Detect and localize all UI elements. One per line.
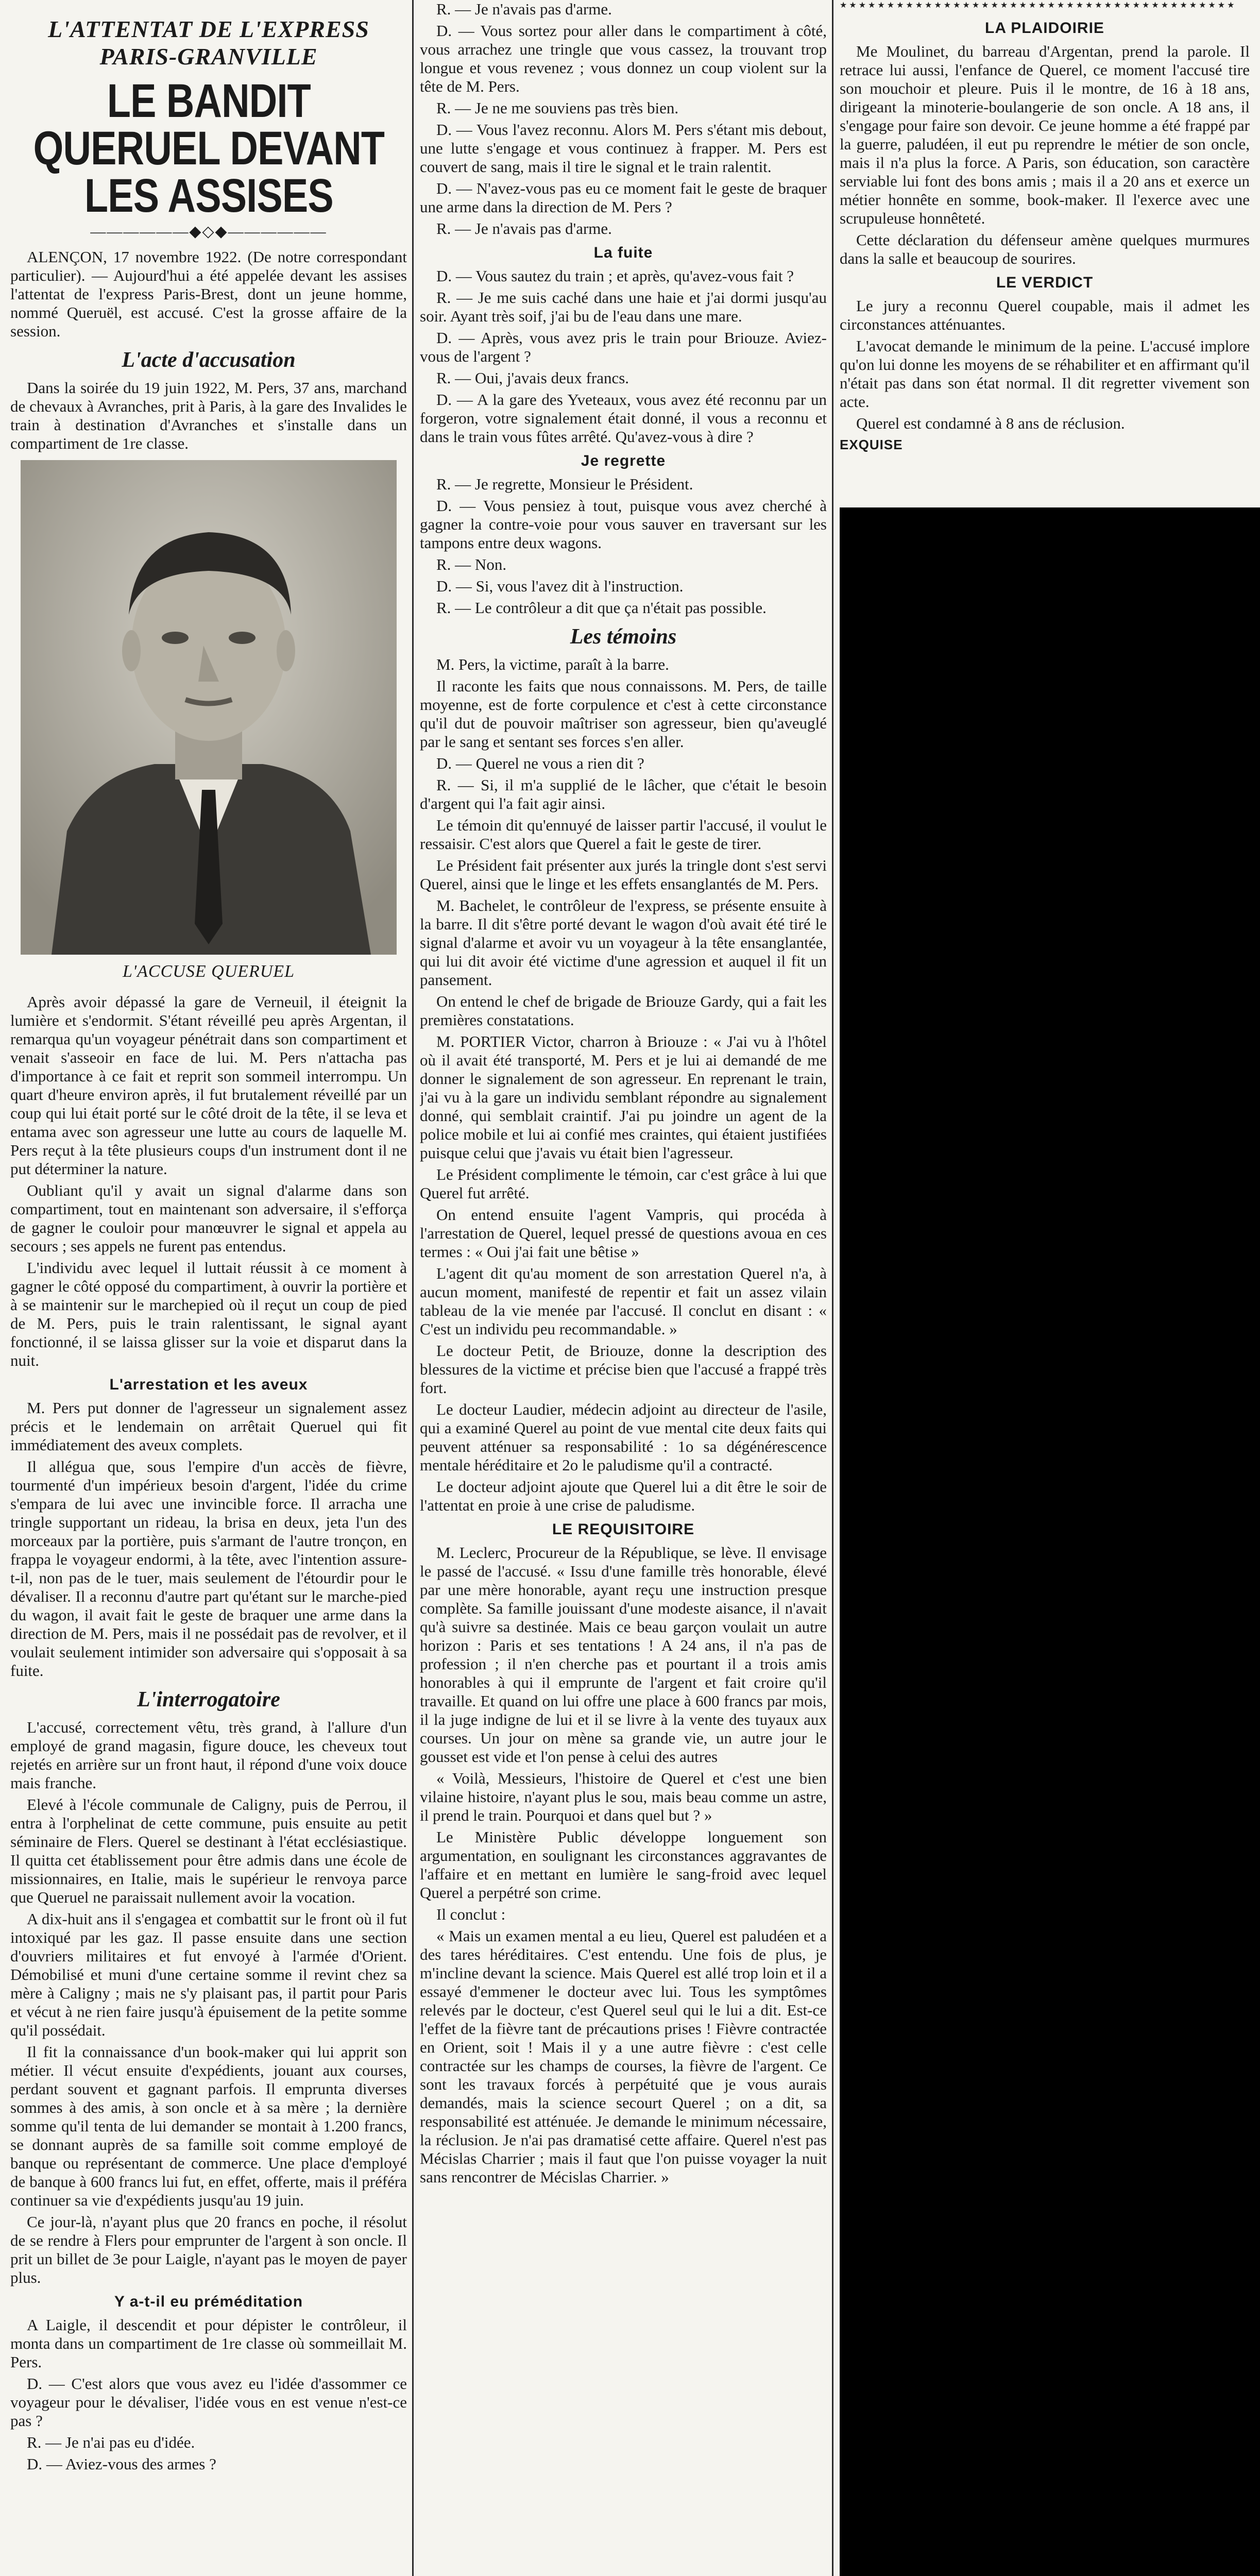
paragraph: Cette déclaration du défenseur amène quelques murmures dans la salle et beaucoup de sourires. [840, 231, 1250, 267]
paragraph: Le docteur Petit, de Briouze, donne la description des blessures de la victime et précise bien que l'accusé a frappé très fort. [420, 1342, 827, 1397]
paragraph: L'accusé, correctement vêtu, très grand, à l'allure d'un employé de grand magasin, figure douce, les cheveux tout rejetés en arrière sur un front haut, il répond d'une voix douce mais franche. [10, 1718, 407, 1792]
paragraph: A dix-huit ans il s'engagea et combattit sur le front où il fut intoxiqué par les gaz. Il passe ensuite dans une section d'ouvriers militaires et fut envoyé à l'armée d'Orient. Démobilisé et muni d'une certaine somme il revint chez sa mère à Caligny ; mais ne s'y plaisant pas, il partit pour Paris et vécut à ne rien faire jusqu'à épuisement de la petite somme qu'il possédait. [10, 1910, 407, 2039]
paragraph: Il raconte les faits que nous connaissons. M. Pers, de taille moyenne, est de forte corpulence et c'est à cette circonstance qu'il dut de pouvoir maîtriser son agresseur, bien qu'aveuglé par le sang et sentant ses forces s'en aller. [420, 677, 827, 751]
paragraph: Querel est condamné à 8 ans de réclusion. [856, 414, 1125, 432]
paragraph: Il allégua que, sous l'empire d'un accès de fièvre, tourmenté d'un impérieux besoin d'argent, l'idée du crime s'empara de lui avec une invincible force. Il arracha une tringle supportant un rideau, la brisa en deux, jeta l'un des morceaux par la portière, puis s'armant de l'autre tronçon, en frappa le voyageur endormi, à la tête, avec l'intention assure-t-il, non pas de le tuer, mais seulement de l'étourdir pour le dévaliser. Il a reconnu d'autre part qu'étant sur le marche-pied du wagon, il avait fait le geste de braquer une arme dans la direction de M. Pers, mais il ne possédait pas de revolver, et il voulait seulement intimider son adversaire qui s'opposait à sa fuite. [10, 1458, 407, 1680]
column-rule [832, 0, 833, 2576]
paragraph: R. — Le contrôleur a dit que ça n'était pas possible. [436, 599, 767, 617]
article-headline: LE BANDIT QUERUEL DEVANT LES ASSISES [33, 75, 385, 222]
paragraph: D. — Vous sortez pour aller dans le compartiment à côté, vous arrachez une tringle que vous cassez, la trouvant trop longue et vous revenez ; vous donnez un coup violent sur la tête de M. Pers. [420, 22, 827, 95]
paragraph: D. — A la gare des Yveteaux, vous avez été reconnu par un forgeron, votre signalement était donné, il vous a reconnu et dans le train vous fûtes arrêté. Qu'avez-vous à dire ? [420, 391, 827, 446]
section-heading: Les témoins [570, 625, 677, 649]
paragraph: D. — Querel ne vous a rien dit ? [436, 754, 644, 772]
paragraph: A Laigle, il descendit et pour dépister le contrôleur, il monta dans un compartiment de 1re classe où sommeillait M. Pers. [10, 2316, 407, 2371]
photo-caption: L'ACCUSE QUERUEL [122, 962, 295, 981]
accused-photo [21, 460, 397, 955]
ornament-divider: ——————◆◇◆—————— [90, 223, 327, 240]
paragraph: Le Président fait présenter aux jurés la tringle dont s'est servi Querel, ainsi que le linge et les effets ensanglantés de M. Pers. [420, 856, 827, 893]
paragraph: L'individu avec lequel il luttait réussit à ce moment à gagner le côté opposé du compartiment, à ouvrir la portière et à se maintenir sur le marchepied où il reçut un coup de pied de M. Pers, puis le train ralentissant, le signal ayant fonctionné, il se laissa glisser sur la voie et disparut dans la nuit. [10, 1259, 407, 1369]
paragraph: On entend le chef de brigade de Briouze Gardy, qui a fait les premières constatations. [420, 992, 827, 1029]
paragraph: Le Ministère Public développe longuement son argumentation, en soulignant les circonstances aggravantes de l'affaire et en mettant en lumière le sang-froid avec lequel Querel a perpétré son crime. [420, 1828, 827, 1902]
section-heading: LA PLAIDOIRIE [985, 20, 1104, 37]
paragraph: R. — Je n'avais pas d'arme. [436, 219, 612, 238]
column-right [840, 0, 1250, 505]
paragraph: Le docteur adjoint ajoute que Querel lui a dit être le soir de l'attentat en proie à une crise de paludisme. [420, 1478, 827, 1514]
paragraph: D. — N'avez-vous pas eu ce moment fait le geste de braquer une arme dans la direction de M. Pers ? [420, 179, 827, 216]
paragraph: D. — Vous l'avez reconnu. Alors M. Pers s'étant mis debout, une lutte s'engage et vous continuez à frapper. M. Pers est couvert de sang, mais il tire le signal et le train ralentit. [420, 121, 827, 176]
paragraph: « Mais un examen mental a eu lieu, Querel est paludéen et a des tares héréditaires. C'est entendu. Une fois de plus, je m'incline devant la science. Mais Querel est allé trop loin et il a essayé d'emmener le docteur avec lui. Tous les symptômes relevés par le docteur, c'est Querel seul qui le lui a dit. Est-ce l'effet de la fièvre tant de précautions prises ! Fièvre contractée en Orient, soit ! Mais il y a une autre fièvre : c'est celle contractée sur les champs de courses, la fièvre de l'argent. Ce sont les travaux forcés à perpétuité que je vous aurais demandés, mais la science secourt Querel ; on a dit, sa responsabilité est atténuée. Je demande le minimum nécessaire, la réclusion. Je n'ai pas dramatisé cette affaire. Querel n'est pas Mécislas Charrier ; mais il faut que l'on puisse voyager la nuit sans rencontrer de Mécislas Charrier. » [420, 1927, 827, 2186]
paragraph: Dans la soirée du 19 juin 1922, M. Pers, 37 ans, marchand de chevaux à Avranches, prit à Paris, à la gare des Invalides le train à destination d'Avranches et s'installe dans un compartiment de 1re classe. [10, 379, 407, 452]
paragraph: R. — Je ne me souviens pas très bien. [436, 99, 679, 117]
paragraph: L'avocat demande le minimum de la peine. L'accusé implore qu'on lui donne les moyens de se réhabiliter et en affirmant qu'il n'était pas dans son état normal. Il dit regretter vivement son acte. [840, 337, 1250, 411]
paragraph: M. PORTIER Victor, charron à Briouze : « J'ai vu à l'hôtel où il avait été transporté, M. Pers et je lui ai demandé de me donner le signalement de son agresseur. En reprenant le train, j'ai vu à la gare un individu semblant répondre au signalement donné, qui semblait craintif. J'ai pu joindre un agent de la police mobile et lui ai confié mes craintes, qui étaient justifiées puisque celui que j'avais vu était bien l'agresseur. [420, 1032, 827, 1162]
column-left [10, 0, 407, 2576]
paragraph: D. — Vous pensiez à tout, puisque vous avez cherché à gagner la contre-voie pour vous sauver en traversant sur les tampons entre deux wagons. [420, 497, 827, 552]
paragraph: D. — Après, vous avez pris le train pour Briouze. Aviez-vous de l'argent ? [420, 329, 827, 365]
paragraph: Oubliant qu'il y avait un signal d'alarme dans son compartiment, tout en maintenant son adversaire, il s'efforça de gagner le couloir pour manœuvrer le signal et appela au secours ; ses appels ne furent pas entendus. [10, 1181, 407, 1255]
paragraph: R. — Je n'ai pas eu d'idée. [27, 2433, 195, 2451]
paragraph: Le docteur Laudier, médecin adjoint au directeur de l'asile, qui a examiné Querel au point de vue mental cite deux faits qui peuvent atténuer sa responsabilité : 1o sa dégénérescence mentale héréditaire et 2o le paludisme qu'il a contracté. [420, 1400, 827, 1474]
section-heading: LE REQUISITOIRE [552, 1521, 695, 1538]
paragraph: R. — Je regrette, Monsieur le Président. [436, 475, 693, 493]
paragraph: « Voilà, Messieurs, l'histoire de Querel et c'est une bien vilaine histoire, n'ayant plus le sou, mais beau comme un astre, il prend le train. Pourquoi et dans quel but ? » [420, 1769, 827, 1824]
paragraph: L'agent dit qu'au moment de son arrestation Querel n'a, à aucun moment, manifesté de repentir et fait un assez vilain tableau de la vie menée par l'accusé. Il conclut en disant : « C'est un individu peu recommandable. » [420, 1264, 827, 1338]
paragraph: M. Bachelet, le contrôleur de l'express, se présente ensuite à la barre. Il dit s'être porté devant le wagon d'où avait été tiré le signal d'alarme et avoir vu un voyageur à la tête ensanglantée, qui lui dit avoir été victime d'une agression et auquel il fit un pansement. [420, 896, 827, 989]
article-kicker: L'ATTENTAT DE L'EXPRESS PARIS-GRANVILLE [48, 16, 369, 70]
paragraph: D. — Vous sautez du train ; et après, qu'avez-vous fait ? [436, 267, 794, 285]
paragraph: M. Pers put donner de l'agresseur un signalement assez précis et le lendemain on arrêtait Queruel qui fit immédiatement des aveux complets. [10, 1399, 407, 1454]
section-heading: LE VERDICT [996, 274, 1094, 291]
paragraph: Il conclut : [436, 1905, 506, 1923]
paragraph: R. — Je n'avais pas d'arme. [436, 0, 612, 18]
column-rule [412, 0, 414, 2576]
star-border: ★★★★★★★★★★★★★★★★★★★★★★★★★★★★★★★★★★★★★★★★★★ [840, 0, 1237, 9]
paragraph: D. — Aviez-vous des armes ? [27, 2455, 216, 2473]
paragraph: R. — Si, il m'a supplié de le lâcher, que c'était le besoin d'argent qui l'a fait agir ainsi. [420, 776, 827, 812]
paragraph: Me Moulinet, du barreau d'Argentan, prend la parole. Il retrace lui aussi, l'enfance de Querel, ce moment l'accusé tire son mouchoir et pleure. Puis il le montre, de 16 à 18 ans, dirigeant la minoterie-boulangerie de son oncle. A 18 ans, il s'engage pour faire son devoir. Ce jeune homme a été frappé par la guerre, paludéen, il eut pu reprendre le métier de son oncle, mais il n'a plus la force. A Paris, son éducation, son caractère serviable lui font des bons amis ; mais il a 20 ans et exerce un métier honnête en somme, book-maker. Il l'exerce avec une scrupuleuse honnêteté. [840, 42, 1250, 227]
paragraph: Il fit la connaissance d'un book-maker qui lui apprit son métier. Il vécut ensuite d'expédients, jouant aux courses, perdant souvent et gagnant parfois. Il emprunta diverses sommes à des amis, à son oncle et à sa mère ; la dernière somme qu'il tenta de lui demander se montait à 1.200 francs, se donnant auprès de sa famille soit comme employé de banque ou représentant de commerce. Une place d'employé de banque à 600 francs lui fut, en effet, offerte, mais il préféra continuer sa vie d'expédients jusqu'au 19 juin. [10, 2043, 407, 2209]
section-heading: Je regrette [581, 452, 666, 469]
paragraph: R. — Non. [436, 555, 507, 573]
paragraph: On entend ensuite l'agent Vampris, qui procéda à l'arrestation de Querel, lequel pressé de questions avoua en ces termes : « Oui j'ai fait une bêtise » [420, 1206, 827, 1261]
paragraph: Ce jour-là, n'ayant plus que 20 francs en poche, il résolut de se rendre à Flers pour emprunter de l'argent à son oncle. Il prit un billet de 3e pour Laigle, n'ayant pas le moyen de payer plus. [10, 2213, 407, 2286]
section-heading: L'arrestation et les aveux [109, 1376, 308, 1393]
section-heading: L'interrogatoire [137, 1688, 280, 1711]
paragraph: Le témoin dit qu'ennuyé de laisser partir l'accusé, il voulut le ressaisir. C'est alors que Querel a fait le geste de tirer. [420, 816, 827, 853]
section-heading: L'acte d'accusation [122, 348, 296, 372]
paragraph: Après avoir dépassé la gare de Verneuil, il éteignit la lumière et s'endormit. S'étant réveillé peu après Argentan, il remarqua qu'un voyageur pénétrait dans son compartiment et venait s'asseoir en face de lui. M. Pers n'attacha pas d'importance à ce fait et reprit son sommeil interrompu. Un quart d'heure environ après, il fut brutalement réveillé par un coup qui lui était porté sur le côté droit de la tête, il se leva et entama avec son agresseur une lutte au cours de laquelle M. Pers reçut à la tête plusieurs coups d'un instrument dont il ne put déterminer la nature. [10, 993, 407, 1178]
portrait-image [21, 460, 397, 955]
intro-paragraph: ALENÇON, 17 novembre 1922. (De notre correspondant particulier). — Aujourd'hui a été appelée devant les assises l'attentat de l'express Paris-Brest, dont un jeune homme, nommé Queruël, est accusé. C'est la grosse affaire de la session. [10, 248, 407, 340]
paragraph: Le jury a reconnu Querel coupable, mais il admet les circonstances atténuantes. [840, 297, 1250, 333]
section-heading: La fuite [593, 244, 653, 261]
advert-fragment: EXQUISE [840, 437, 903, 452]
column-middle [420, 0, 827, 2576]
paragraph: M. Pers, la victime, paraît à la barre. [436, 655, 669, 673]
paragraph: Le Président complimente le témoin, car c'est grâce à lui que Querel fut arrêté. [420, 1165, 827, 1202]
section-heading: Y a-t-il eu préméditation [114, 2293, 303, 2310]
paragraph: D. — Si, vous l'avez dit à l'instruction. [436, 577, 684, 595]
paragraph: R. — Oui, j'avais deux francs. [436, 369, 629, 387]
paragraph: M. Leclerc, Procureur de la République, se lève. Il envisage le passé de l'accusé. « Issu d'une famille très honorable, élevé par une mère honorable, ayant reçu une instruction presque complète. Sa famille jouissant d'une modeste aisance, il n'avait qu'à suivre sa destinée. Mais ce beau garçon voulait un autre horizon : Paris et ses tentations ! A 24 ans, il n'a pas de profession ; il n'en cherche pas et pourtant il a trois amis honorables à qui il emprunte de l'argent et fait croire qu'il travaille. Et quand on lui offre une place à 600 francs par mois, il la juge indigne de lui et il se livre à la vente des tuyaux aux courses. Un jour on mène sa grande vie, un autre jour le gousset est vide et l'on pense à celui des autres [420, 1544, 827, 1766]
paragraph: R. — Je me suis caché dans une haie et j'ai dormi jusqu'au soir. Ayant très soif, j'ai bu de l'eau dans une mare. [420, 289, 827, 325]
redacted-region [840, 507, 1260, 2576]
paragraph: D. — C'est alors que vous avez eu l'idée d'assommer ce voyageur pour le dévaliser, l'idée vous en est venue n'est-ce pas ? [10, 2375, 407, 2430]
paragraph: Elevé à l'école communale de Caligny, puis de Perrou, il entra à l'orphelinat de cette commune, puis ensuite au petit séminaire de Flers. Querel se destinant à l'état ecclésiastique. Il quitta cet établissement pour être admis dans une école de missionnaires, en Italie, mais le supérieur le renvoya parce que Queruel ne paraissait nullement avoir la vocation. [10, 1795, 407, 1906]
